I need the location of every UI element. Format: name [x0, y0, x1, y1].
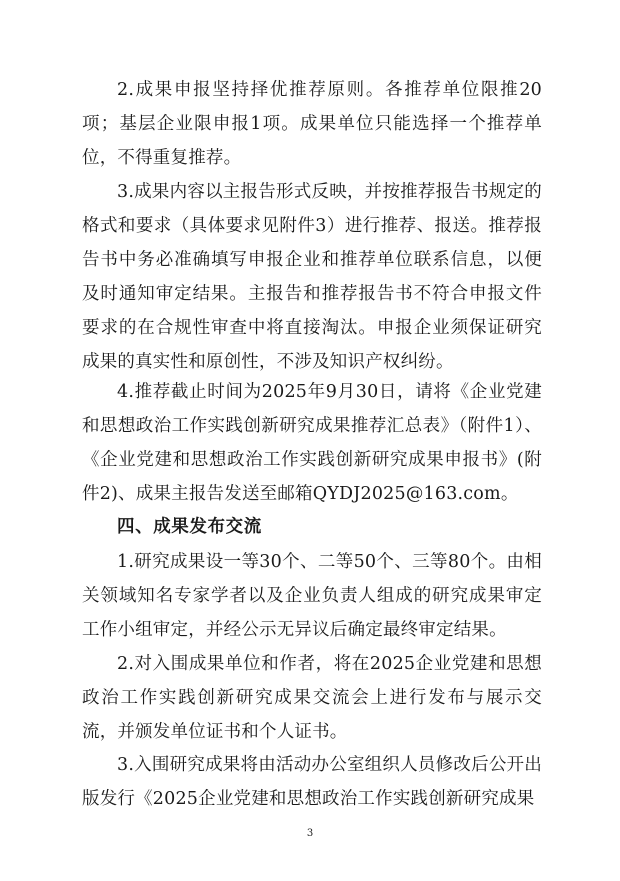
paragraph-deadline: 4.推荐截止时间为2025年9月30日，请将《企业党建和思想政治工作实践创新研究成果推荐汇总表》（附件1）、《企业党建和思想政治工作实践创新研究成果申报书》(附件2)、成果主报告发送至邮箱QYDJ2025@163.com。	[82, 382, 542, 504]
section-heading-release-exchange: 四、成果发布交流	[117, 517, 262, 537]
paragraph-award-levels: 1.研究成果设一等30个、二等50个、三等80个。由相关领域知名专家学者以及企业负责人组成的研究成果审定工作小组审定，并经公示无异议后确定最终审定结果。	[82, 552, 542, 640]
paragraph-report-format: 3.成果内容以主报告形式反映，并按推荐报告书规定的格式和要求（具体要求见附件3）进行推荐、报送。推荐报告书中务必准确填写申报企业和推荐单位联系信息，以便及时通知审定结果。主报告和推荐报告书不符合申报文件要求的在合规性审查中将直接淘汰。申报企业须保证研究成果的真实性和原创性，不涉及知识产权纠纷。	[82, 182, 542, 372]
page-number: 3	[306, 828, 314, 839]
paragraph-publication: 3.入围研究成果将由活动办公室组织人员修改后公开出版发行《2025企业党建和思想政治工作实践创新研究成果	[82, 755, 542, 809]
paragraph-recommendation-principle: 2.成果申报坚持择优推荐原则。各推荐单位限推20项；基层企业限申报1项。成果单位只能选择一个推荐单位，不得重复推荐。	[82, 80, 542, 168]
paragraph-exchange-meeting: 2.对入围成果单位和作者，将在2025企业党建和思想政治工作实践创新研究成果交流会上进行发布与展示交流，并颁发单位证书和个人证书。	[82, 654, 542, 742]
